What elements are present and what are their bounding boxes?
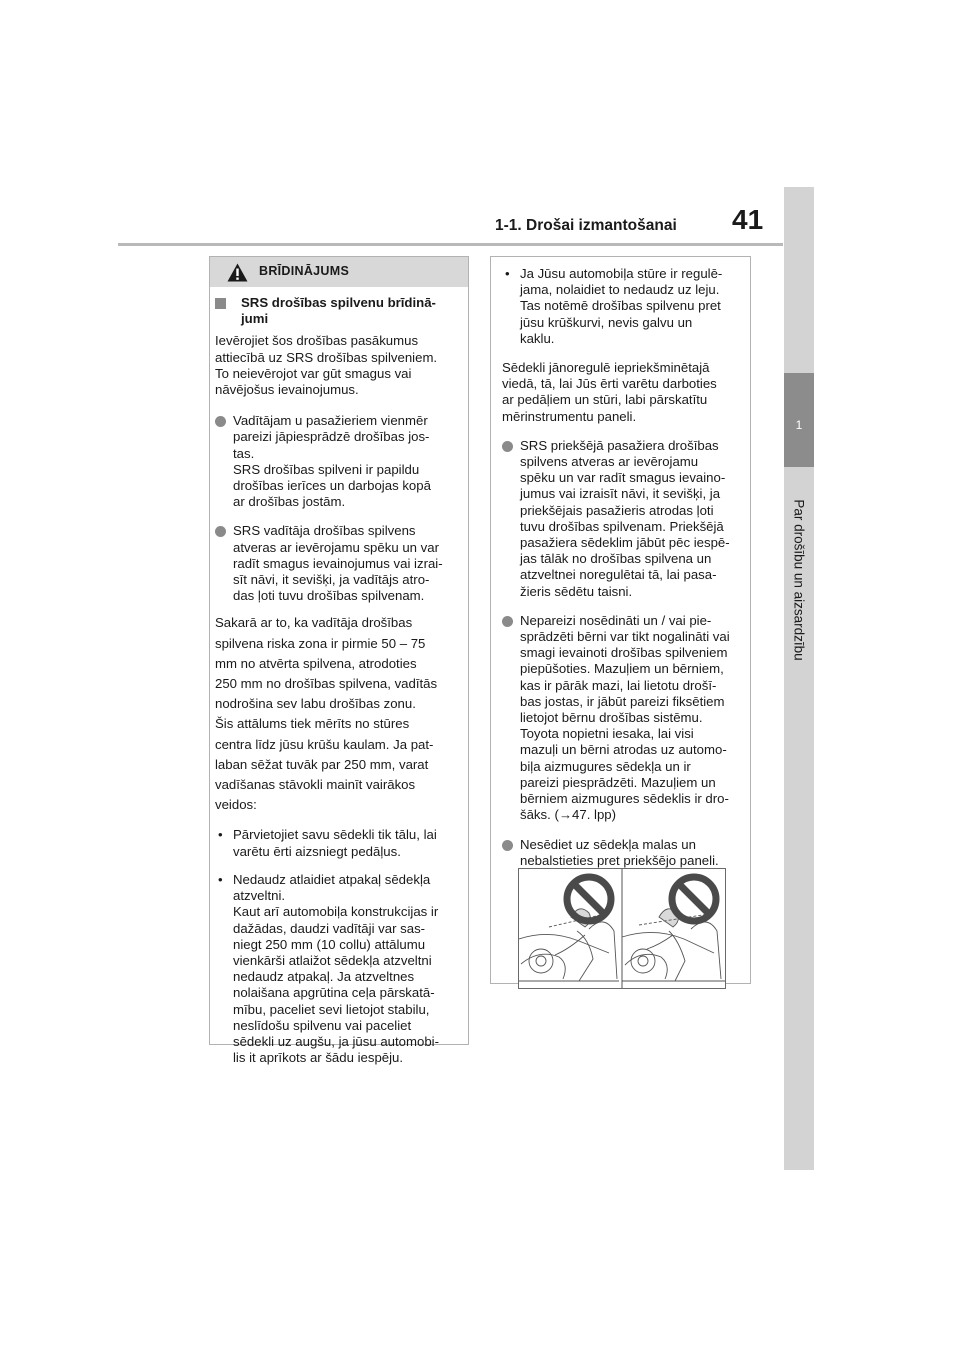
list-item xyxy=(215,523,458,604)
text-line: žieris sēdētu taisni. xyxy=(520,583,633,599)
text-line: Toyota nopietni iesaka, lai visi xyxy=(520,726,694,742)
text-line: varētu ērti aizsniegt pedāļus. xyxy=(233,843,401,859)
text-line: dažādas, daudzi vadītāji var sas- xyxy=(233,920,426,936)
text-line: pasažiera sēdeklim jābūt pēc iespē- xyxy=(520,535,730,551)
text-line: Ja Jūsu automobiļa stūre ir regulē- xyxy=(520,266,723,281)
text-line: radīt smagus ievainojumus vai izrai- xyxy=(233,555,443,571)
warning-title: BRĪDINĀJUMS xyxy=(259,264,350,278)
list-item xyxy=(215,413,458,510)
round-bullet-icon xyxy=(502,616,513,627)
text-line: ar pedāļiem un stūri, labi pārskatītu xyxy=(502,392,708,408)
list-item xyxy=(502,266,740,347)
scene-dashboard-lean xyxy=(622,909,725,981)
text-line: Kaut arī automobiļa konstrukcijas ir xyxy=(233,904,439,920)
text-line: jas tālāk no drošības spilvena un xyxy=(520,551,712,567)
text-line: Tas notēmē drošības spilvenu pret xyxy=(520,298,721,314)
text-line: spēku un var radīt smagus ievaino- xyxy=(520,470,726,486)
text-line: spilvens atveras ar ievērojamu xyxy=(520,454,699,470)
text-line: veidos: xyxy=(215,797,257,813)
list-item xyxy=(502,837,740,869)
heading-line: jumi xyxy=(241,311,269,327)
list-item xyxy=(215,872,458,1066)
text-line: Pārvietojiet savu sēdekli tik tālu, lai xyxy=(233,827,437,843)
round-bullet-icon xyxy=(502,441,513,452)
text-line: SRS vadītāja drošības spilvens xyxy=(233,523,416,539)
text-line: Vadītājam u pasažieriem vienmēr xyxy=(233,413,428,429)
text-line: lis it aprīkots ar šādu iespēju. xyxy=(233,1050,404,1066)
prohibition-icon xyxy=(672,877,716,921)
round-bullet-icon xyxy=(215,416,226,427)
text-line: centra līdz jūsu krūšu kaulam. Ja pat- xyxy=(215,736,434,752)
text-line: Sakarā ar to, ka vadītāja drošības xyxy=(215,615,413,631)
bullet-mark: • xyxy=(505,266,510,281)
text-line: mm no atvērta spilvena, atrodoties xyxy=(215,655,417,671)
text-line: vadīšanas stāvokli mainīt vairākos xyxy=(215,777,416,793)
scene-seat-edge xyxy=(519,909,619,981)
text-line: nāvējošus ievainojumus. xyxy=(215,382,359,398)
round-bullet-icon xyxy=(215,526,226,537)
text-line: mērinstrumentu paneli. xyxy=(502,408,637,424)
intro-paragraph xyxy=(215,333,458,398)
text-line: SRS drošības spilveni ir papildu xyxy=(233,461,420,477)
text-line: nebalstieties pret priekšējo paneli. xyxy=(520,852,719,868)
warning-box-left xyxy=(209,256,469,1066)
text-line: šāks. (→47. lpp) xyxy=(520,807,617,823)
text-line: biļa aizmugures sēdekļa un ir xyxy=(520,758,691,774)
text-line: Nesēdiet uz sēdekļa malas un xyxy=(520,836,696,852)
text-line: jūsu krūškurvi, nevis galvu un xyxy=(520,314,693,330)
text-line: jama, nolaidiet to nedaudz uz leju. xyxy=(520,282,720,298)
text-line: nedaudz atpakaļ. Ja atzveltnes xyxy=(233,969,415,985)
bullet-mark: • xyxy=(218,871,223,887)
text-line: sēdekli uz augšu, ja jūsu automobi- xyxy=(233,1033,439,1049)
round-bullet-icon xyxy=(502,840,513,851)
text-line: spilvena riska zona ir pirmie 50 – 75 xyxy=(215,635,426,651)
text-line: smagi ievainoti drošības spilveniem xyxy=(520,645,728,661)
bullet-mark: • xyxy=(218,827,223,843)
text-line: bas jostas, ir jābūt pareizi fiksētiem xyxy=(520,693,725,709)
text-line: piepūšoties. Mazuļiem un bērniem, xyxy=(520,661,724,677)
heading-line: SRS drošības spilvenu brīdinā- xyxy=(241,295,436,310)
text-line: Šis attālums tiek mērīts no stūres xyxy=(215,716,410,732)
warning-triangle-icon xyxy=(227,263,248,282)
side-chapter-label: Par drošību un aizsardzību xyxy=(791,499,807,661)
text-line: kas ir pārāk mazi, lai lietotu drošī- xyxy=(520,677,717,693)
section-title: 1-1. Drošai izmantošanai xyxy=(495,217,677,234)
text-line: Sēdekli jānoregulē iepriekšminētajā xyxy=(502,360,710,376)
text-line: sīt nāvi, it sevišķi, ja vadītājs atro- xyxy=(233,572,430,588)
side-chapter-bar xyxy=(784,187,814,1170)
list-item xyxy=(502,613,740,824)
warning-content xyxy=(491,266,750,878)
list-item xyxy=(502,438,740,600)
text-line: laban sēžat tuvāk par 250 mm, varat xyxy=(215,756,429,772)
illustration-drawing xyxy=(519,869,725,988)
text-line: bērniem aizmugures sēdeklis ir dro- xyxy=(520,791,729,807)
text-line: niegt 250 mm (10 collu) attālumu xyxy=(233,936,426,952)
page-number: 41 xyxy=(732,204,764,235)
text-line: viedā, tā, lai Jūs ērti varētu darboties xyxy=(502,376,717,392)
text-line: das ļoti tuvu drošības spilvenam. xyxy=(233,588,425,604)
text-line: 250 mm no drošības spilvena, vadītās xyxy=(215,676,438,692)
section-heading xyxy=(215,295,458,327)
header-divider xyxy=(118,243,783,246)
text-line: nodrošina sev labu drošības zonu. xyxy=(215,696,416,712)
text-line: attiecībā uz SRS drošības spilveniem. xyxy=(215,349,438,365)
list-item xyxy=(215,827,458,859)
text-line: tas. xyxy=(233,445,255,461)
text-line: Ievērojiet šos drošības pasākumus xyxy=(215,333,419,349)
square-bullet-icon xyxy=(215,298,226,309)
warning-box-header xyxy=(210,257,468,287)
text-line: lietojot bērnu drošības sistēmu. xyxy=(520,710,703,726)
text-line: neslīdošu spilvenu vai paceliet xyxy=(233,1017,412,1033)
text-line: drošības ierīces un darbojas kopā xyxy=(233,478,431,494)
text-line: atveras ar ievērojamu spēku un var xyxy=(233,539,439,555)
text-line: pareizi piesprādzēti. Mazuļiem un xyxy=(520,774,716,790)
text-line: mību, paceliet sevi lietojot stabilu, xyxy=(233,1001,430,1017)
text-line: Nepareizi nosēdināti un / vai pie- xyxy=(520,612,712,628)
text-line: kaklu. xyxy=(520,330,555,346)
text-line: sprādzēti bērni var tikt nogalināti vai xyxy=(520,629,730,645)
text-line: atzveltni. xyxy=(233,888,286,904)
text-line: ar drošības jostām. xyxy=(233,494,346,510)
text-line: priekšējais pasažieris atrodas ļoti xyxy=(520,502,714,518)
text-line: atzveltnei noregulētai tā, lai pasa- xyxy=(520,567,717,583)
text-line: To neievērojot var gūt smagus vai xyxy=(215,365,412,381)
distance-paragraph xyxy=(215,613,458,815)
text-line: pareizi jāpiesprādzē drošības jos- xyxy=(233,429,430,445)
seat-paragraph xyxy=(502,360,740,425)
text-line: SRS priekšējā pasažiera drošības xyxy=(520,437,719,453)
text-line: vienkārši atlaižot sēdekļa atzveltni xyxy=(233,952,432,968)
text-line: mazuļi un bērni atrodas uz automo- xyxy=(520,742,727,758)
text-line: Nedaudz atlaidiet atpakaļ sēdekļa xyxy=(233,871,431,887)
text-line: tuvu drošības spilvenam. Priekšējā xyxy=(520,518,724,534)
warning-content xyxy=(210,295,468,1075)
prohibited-posture-illustration xyxy=(518,868,726,989)
text-line: jumus vai izraisīt nāvi, it sevišķi, ja xyxy=(520,486,721,502)
side-chapter-number: 1 xyxy=(795,418,803,432)
text-line: nolaišana apgrūtina ceļa pārskatā- xyxy=(233,985,435,1001)
